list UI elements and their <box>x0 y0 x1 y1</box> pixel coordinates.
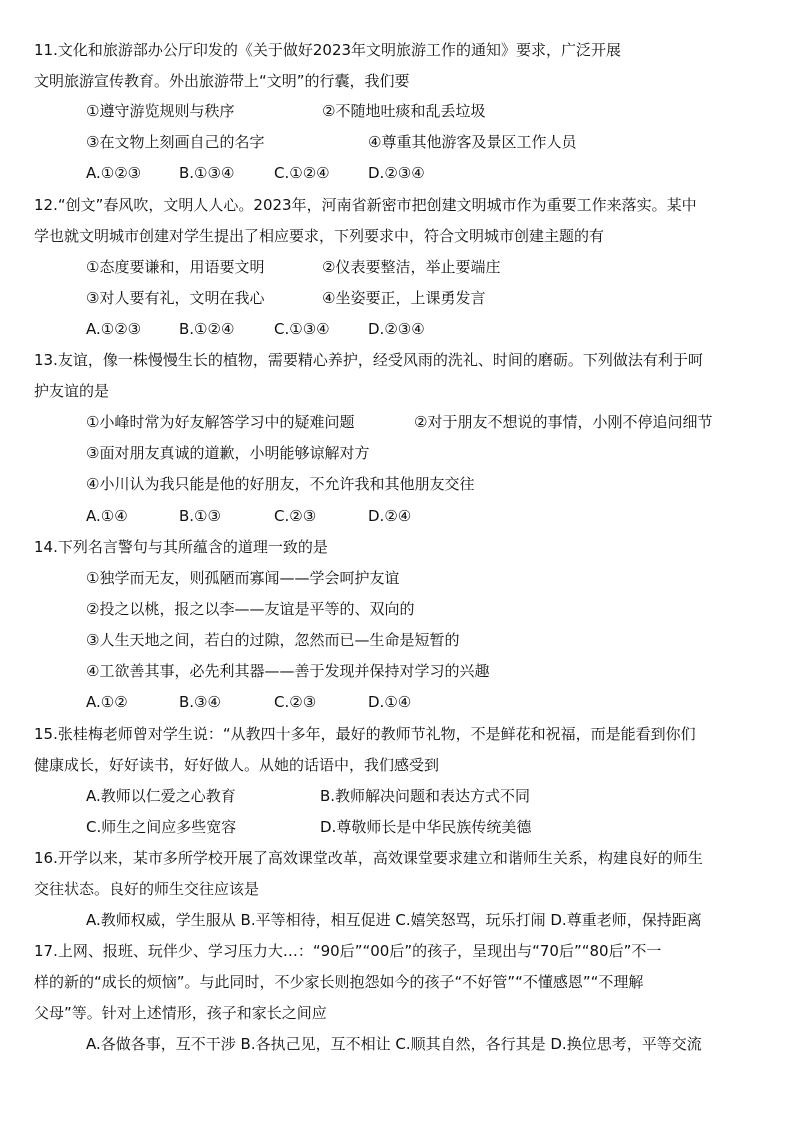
q13-item-4: ④小川认为我只能是他的好朋友，不允许我和其他朋友交往 <box>86 475 475 493</box>
q12-choice-d: D.②③④ <box>368 320 425 338</box>
q13-choice-d: D.②④ <box>368 507 412 525</box>
q12-choice-a: A.①②③ <box>86 320 142 338</box>
q12-stem-line-1: 12.“创文”春风吹，文明人人心。2023年，河南省新密市把创建文明城市作为重要工作来落实。某中 <box>34 196 697 214</box>
q14-choice-c: C.②③ <box>274 693 317 711</box>
q12-stem-line-2: 学也就文明城市创建对学生提出了相应要求，下列要求中，符合文明城市创建主题的有 <box>34 227 605 245</box>
q17-stem-line-2: 样的新的“成长的烦恼”。与此同时，不少家长则抱怨如今的孩子“不好管”“不懂感恩”“不理解 <box>34 973 644 991</box>
q14-item-1: ①独学而无友，则孤陋而寡闻——学会呵护友谊 <box>86 569 400 587</box>
q13-choice-a: A.①④ <box>86 507 128 525</box>
q11-item-3: ③在文物上刻画自己的名字 <box>86 133 265 151</box>
q11-stem-line-2: 文明旅游宣传教育。外出旅游带上“文明”的行囊，我们要 <box>34 72 410 90</box>
q16-stem-line-2: 交往状态。良好的师生交往应该是 <box>34 880 260 898</box>
q14-choice-a: A.①② <box>86 693 128 711</box>
q13-item-3: ③面对朋友真诚的道歉，小明能够谅解对方 <box>86 444 370 462</box>
q17-stem-line-1: 17.上网、报班、玩伴少、学习压力大…：“90后”“00后”的孩子，呈现出与“70后”“80后”不一 <box>34 942 662 960</box>
q17-choices: A.各做各事，互不干涉 B.各执己见，互不相让 C.顺其自然，各行其是 D.换位思考，平等交流 <box>86 1035 702 1053</box>
q11-choice-b: B.①③④ <box>179 164 235 182</box>
q13-item-1: ①小峰时常为好友解答学习中的疑难问题 <box>86 413 355 431</box>
q13-choice-c: C.②③ <box>274 507 317 525</box>
q13-stem-line-1: 13.友谊，像一株慢慢生长的植物，需要精心养护，经受风雨的洗礼、时间的磨砺。下列做法有利于呵 <box>34 351 703 369</box>
q11-choice-c: C.①②④ <box>274 164 330 182</box>
q14-item-2: ②投之以桃，报之以李——友谊是平等的、双向的 <box>86 600 415 618</box>
q12-item-4: ④坐姿要正，上课勇发言 <box>322 289 486 307</box>
q12-choice-c: C.①③④ <box>274 320 330 338</box>
q15-stem-line-1: 15.张桂梅老师曾对学生说：“从教四十多年，最好的教师节礼物，不是鲜花和祝福，而是能看到你们 <box>34 725 696 743</box>
q12-item-1: ①态度要谦和，用语要文明 <box>86 258 265 276</box>
q16-stem-line-1: 16.开学以来，某市多所学校开展了高效课堂改革，高效课堂要求建立和谐师生关系，构建良好的师生 <box>34 849 703 867</box>
q11-item-2: ②不随地吐痰和乱丢垃圾 <box>322 102 486 120</box>
q11-choice-d: D.②③④ <box>368 164 425 182</box>
q14-choice-b: B.③④ <box>179 693 221 711</box>
q13-choice-b: B.①③ <box>179 507 221 525</box>
q17-stem-line-3: 父母”等。针对上述情形，孩子和家长之间应 <box>34 1004 327 1022</box>
q16-choices: A.教师权威，学生服从 B.平等相待，相互促进 C.嬉笑怒骂，玩乐打闹 D.尊重老师，保持距离 <box>86 911 702 929</box>
q15-choice-b: B.教师解决问题和表达方式不同 <box>320 787 531 805</box>
q11-stem-line-1: 11.文化和旅游部办公厅印发的《关于做好2023年文明旅游工作的通知》要求，广泛开展 <box>34 41 622 59</box>
q15-choice-c: C.师生之间应多些宽容 <box>86 818 237 836</box>
q13-stem-line-2: 护友谊的是 <box>34 382 110 400</box>
q11-item-4: ④尊重其他游客及景区工作人员 <box>368 133 577 151</box>
q14-choice-d: D.①④ <box>368 693 412 711</box>
q12-choice-b: B.①②④ <box>179 320 235 338</box>
q15-choice-d: D.尊敬师长是中华民族传统美德 <box>320 818 532 836</box>
q14-stem-line-1: 14.下列名言警句与其所蕴含的道理一致的是 <box>34 538 328 556</box>
q12-item-2: ②仪表要整洁，举止要端庄 <box>322 258 501 276</box>
q15-choice-a: A.教师以仁爱之心教育 <box>86 787 236 805</box>
q15-stem-line-2: 健康成长，好好读书，好好做人。从她的话语中，我们感受到 <box>34 756 440 774</box>
q14-item-3: ③人生天地之间，若白的过隙，忽然而已—生命是短暂的 <box>86 631 460 649</box>
q12-item-3: ③对人要有礼，文明在我心 <box>86 289 265 307</box>
q11-item-1: ①遵守游览规则与秩序 <box>86 102 235 120</box>
q14-item-4: ④工欲善其事，必先利其器——善于发现并保持对学习的兴趣 <box>86 662 490 680</box>
q13-item-2: ②对于朋友不想说的事情，小刚不停追问细节 <box>414 413 713 431</box>
q11-choice-a: A.①②③ <box>86 164 142 182</box>
